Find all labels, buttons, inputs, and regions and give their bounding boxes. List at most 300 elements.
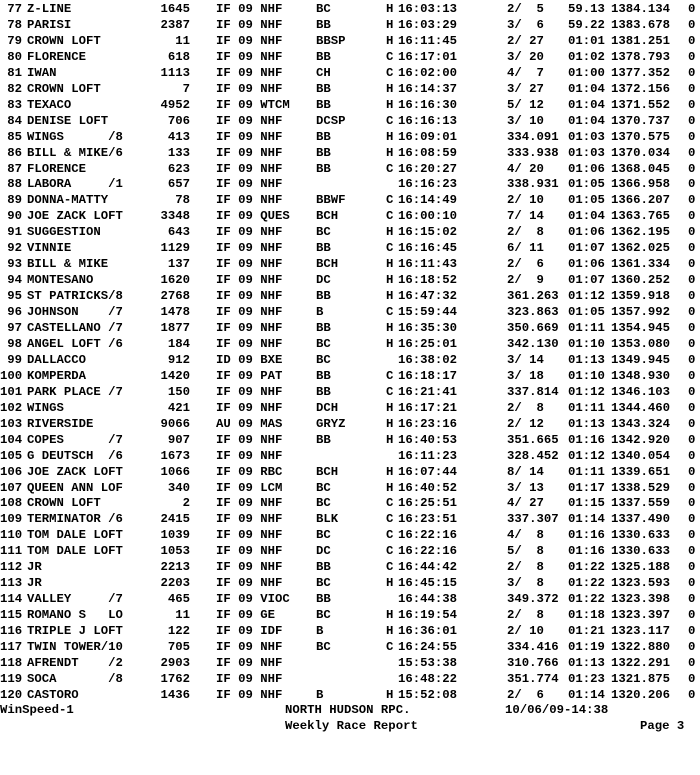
bird-color: BCH	[316, 464, 339, 479]
band-number: 1420	[160, 368, 190, 383]
program-name: WinSpeed-1	[0, 703, 74, 717]
band-number: 705	[167, 640, 190, 654]
band-number: 9066	[160, 416, 190, 431]
band-prefix: IF 09 QUES	[216, 209, 290, 224]
speed-ypm: 1349.945	[611, 352, 671, 367]
bird-sex: H	[386, 608, 394, 623]
points: 0	[688, 321, 696, 335]
row-number: 119	[0, 671, 23, 686]
bird-color: BC	[316, 640, 331, 654]
band-prefix: IF 09 NHF	[216, 33, 283, 48]
points: 0	[688, 129, 696, 144]
speed-ypm: 1339.651	[611, 464, 671, 479]
bird-color: BC	[316, 480, 331, 495]
band-prefix: IF 09 NHF	[216, 289, 283, 304]
band-prefix: IF 09 NHF	[216, 671, 283, 686]
arrival-time: 15:53:38	[398, 655, 458, 670]
arrival-time: 16:09:01	[398, 129, 458, 144]
page-number: Page 3	[640, 719, 685, 733]
table-row	[0, 512, 700, 527]
points: 0	[688, 97, 696, 112]
flying-time: 01:06	[568, 225, 605, 240]
table-row	[0, 560, 700, 575]
points: 0	[688, 225, 696, 240]
loft-name: TERMINATOR /6	[27, 512, 123, 527]
flying-time: 01:21	[568, 624, 605, 639]
report-footer-line-2	[0, 719, 700, 735]
position-or-distance: 338.931	[507, 177, 559, 192]
bird-sex: H	[386, 17, 394, 32]
band-number: 3348	[160, 209, 190, 224]
loft-name: ST PATRICKS/8	[27, 289, 123, 304]
points: 0	[688, 161, 696, 176]
bird-sex: H	[386, 257, 394, 272]
bird-color: BB	[316, 384, 331, 399]
flying-time: 01:06	[568, 257, 605, 272]
loft-name: DONNA-MATTY	[27, 193, 109, 208]
band-number: 340	[167, 480, 190, 495]
table-row	[0, 209, 700, 224]
arrival-time: 16:17:21	[398, 400, 458, 415]
bird-color: BCH	[316, 209, 339, 224]
arrival-time: 16:23:51	[398, 512, 458, 527]
speed-ypm: 1357.992	[611, 305, 671, 320]
table-row	[0, 688, 700, 703]
loft-name: KOMPERDA	[27, 368, 87, 383]
speed-ypm: 1330.633	[611, 528, 671, 543]
speed-ypm: 1354.945	[611, 321, 671, 335]
loft-name: DENISE LOFT	[27, 113, 109, 128]
flying-time: 01:06	[568, 161, 605, 176]
points: 0	[688, 17, 696, 32]
speed-ypm: 1366.958	[611, 177, 671, 192]
table-row	[0, 34, 700, 49]
speed-ypm: 1344.460	[611, 400, 671, 415]
loft-name: TEXACO	[27, 97, 72, 112]
position-or-distance: 3/ 6	[507, 17, 544, 32]
band-prefix: IF 09 RBC	[216, 464, 283, 479]
points: 0	[688, 544, 696, 559]
bird-color: BC	[316, 608, 331, 623]
flying-time: 01:22	[568, 592, 605, 607]
arrival-time: 16:11:43	[398, 257, 458, 272]
table-row	[0, 576, 700, 591]
position-or-distance: 337.814	[507, 384, 559, 399]
bird-color: BB	[316, 81, 331, 96]
row-number: 80	[7, 49, 22, 64]
arrival-time: 16:21:41	[398, 384, 458, 399]
band-prefix: IF 09 NHF	[216, 655, 283, 670]
position-or-distance: 2/ 10	[507, 624, 544, 639]
bird-sex: C	[386, 496, 394, 511]
flying-time: 01:11	[568, 321, 605, 335]
loft-name: CROWN LOFT	[27, 496, 101, 511]
row-number: 110	[0, 528, 23, 543]
table-row	[0, 162, 700, 177]
band-number: 4952	[160, 97, 190, 112]
flying-time: 01:22	[568, 560, 605, 575]
bird-sex: C	[386, 241, 394, 256]
position-or-distance: 2/ 8	[507, 560, 544, 575]
band-number: 2768	[160, 289, 190, 304]
position-or-distance: 323.863	[507, 305, 559, 320]
position-or-distance: 4/ 8	[507, 528, 544, 543]
loft-name: RIVERSIDE	[27, 416, 94, 431]
band-number: 657	[167, 177, 190, 192]
bird-sex: H	[386, 480, 394, 495]
speed-ypm: 1338.529	[611, 480, 671, 495]
table-row	[0, 98, 700, 113]
arrival-time: 16:14:49	[398, 193, 458, 208]
band-prefix: IF 09 NHF	[216, 65, 283, 80]
row-number: 79	[7, 33, 22, 48]
band-prefix: IF 09 NHF	[216, 17, 283, 32]
speed-ypm: 1348.930	[611, 368, 671, 383]
points: 0	[688, 241, 696, 256]
band-number: 11	[175, 33, 190, 48]
position-or-distance: 2/ 6	[507, 257, 544, 272]
speed-ypm: 1372.156	[611, 81, 671, 96]
band-prefix: IF 09 NHF	[216, 336, 283, 351]
bird-sex: H	[386, 321, 394, 335]
band-prefix: IF 09 NHF	[216, 129, 283, 144]
position-or-distance: 6/ 11	[507, 241, 544, 256]
loft-name: CASTORO	[27, 687, 79, 702]
arrival-time: 16:17:01	[398, 49, 458, 64]
arrival-time: 16:40:53	[398, 432, 458, 447]
band-number: 912	[167, 352, 190, 367]
flying-time: 01:11	[568, 400, 605, 415]
points: 0	[688, 113, 696, 128]
arrival-time: 16:35:30	[398, 321, 458, 335]
band-prefix: IF 09 NHF	[216, 432, 283, 447]
points: 0	[688, 273, 696, 288]
table-row	[0, 496, 700, 511]
band-number: 413	[167, 129, 190, 144]
flying-time: 01:10	[568, 368, 605, 383]
bird-sex: C	[386, 49, 394, 64]
bird-sex: H	[386, 273, 394, 288]
report-title: Weekly Race Report	[285, 719, 418, 733]
flying-time: 01:15	[568, 496, 605, 511]
points: 0	[688, 528, 696, 543]
points: 0	[688, 448, 696, 463]
band-prefix: IF 09 NHF	[216, 113, 283, 128]
band-number: 1877	[160, 321, 190, 335]
position-or-distance: 349.372	[507, 592, 559, 607]
bird-sex: H	[386, 416, 394, 431]
bird-color: BC	[316, 336, 331, 351]
table-row	[0, 640, 700, 655]
band-prefix: IF 09 NHF	[216, 273, 283, 288]
band-prefix: IF 09 NHF	[216, 161, 283, 176]
arrival-time: 15:52:08	[398, 687, 458, 702]
points: 0	[688, 336, 696, 351]
position-or-distance: 337.307	[507, 512, 559, 527]
table-row	[0, 528, 700, 543]
table-row	[0, 289, 700, 304]
position-or-distance: 2/ 8	[507, 225, 544, 240]
position-or-distance: 5/ 12	[507, 97, 544, 112]
bird-color: BB	[316, 289, 331, 304]
speed-ypm: 1337.490	[611, 512, 671, 527]
flying-time: 01:03	[568, 129, 605, 144]
arrival-time: 16:25:01	[398, 336, 458, 351]
loft-name: VINNIE	[27, 241, 72, 256]
position-or-distance: 3/ 27	[507, 81, 544, 96]
row-number: 93	[7, 257, 22, 272]
flying-time: 01:10	[568, 336, 605, 351]
arrival-time: 16:48:22	[398, 671, 458, 686]
table-row	[0, 385, 700, 400]
speed-ypm: 1323.398	[611, 592, 671, 607]
arrival-time: 16:18:17	[398, 368, 458, 383]
bird-sex: C	[386, 161, 394, 176]
loft-name: BILL & MIKE	[27, 257, 109, 272]
loft-name: BILL & MIKE/6	[27, 145, 123, 160]
flying-time: 59.13	[568, 2, 605, 16]
position-or-distance: 2/ 6	[507, 687, 544, 702]
bird-sex: H	[386, 225, 394, 240]
arrival-time: 16:03:13	[398, 2, 458, 16]
report-footer-line-1	[0, 703, 700, 719]
band-prefix: IF 09 NHF	[216, 305, 283, 320]
flying-time: 59.22	[568, 17, 605, 32]
speed-ypm: 1360.252	[611, 273, 671, 288]
band-number: 2	[182, 496, 190, 511]
points: 0	[688, 209, 696, 224]
band-number: 2387	[160, 17, 190, 32]
band-number: 643	[167, 225, 190, 240]
table-row	[0, 146, 700, 161]
speed-ypm: 1353.080	[611, 336, 671, 351]
bird-sex: C	[386, 512, 394, 527]
bird-sex: C	[386, 305, 394, 320]
bird-color: DC	[316, 544, 331, 559]
bird-sex: C	[386, 560, 394, 575]
arrival-time: 16:23:16	[398, 416, 458, 431]
bird-sex: H	[386, 289, 394, 304]
loft-name: G DEUTSCH /6	[27, 448, 123, 463]
row-number: 101	[0, 384, 23, 399]
band-prefix: IF 09 IDF	[216, 624, 283, 639]
table-row	[0, 465, 700, 480]
position-or-distance: 351.665	[507, 432, 559, 447]
loft-name: JR	[27, 560, 42, 575]
bird-sex: C	[386, 640, 394, 654]
points: 0	[688, 671, 696, 686]
speed-ypm: 1359.918	[611, 289, 671, 304]
table-row	[0, 241, 700, 256]
position-or-distance: 3/ 20	[507, 49, 544, 64]
flying-time: 01:13	[568, 416, 605, 431]
arrival-time: 16:22:16	[398, 544, 458, 559]
flying-time: 01:12	[568, 384, 605, 399]
row-number: 103	[0, 416, 23, 431]
row-number: 98	[7, 336, 22, 351]
position-or-distance: 3/ 13	[507, 480, 544, 495]
row-number: 117	[0, 640, 23, 654]
speed-ypm: 1370.737	[611, 113, 671, 128]
row-number: 118	[0, 655, 23, 670]
position-or-distance: 2/ 8	[507, 400, 544, 415]
position-or-distance: 4/ 27	[507, 496, 544, 511]
bird-sex: H	[386, 400, 394, 415]
loft-name: DALLACCO	[27, 352, 87, 367]
points: 0	[688, 384, 696, 399]
table-row	[0, 544, 700, 559]
points: 0	[688, 480, 696, 495]
bird-sex: C	[386, 113, 394, 128]
flying-time: 01:03	[568, 145, 605, 160]
table-row	[0, 273, 700, 288]
position-or-distance: 3/ 18	[507, 368, 544, 383]
bird-sex: H	[386, 687, 394, 702]
points: 0	[688, 576, 696, 591]
flying-time: 01:07	[568, 273, 605, 288]
points: 0	[688, 496, 696, 511]
speed-ypm: 1368.045	[611, 161, 671, 176]
band-prefix: IF 09 VIOC	[216, 592, 290, 607]
bird-color: BC	[316, 496, 331, 511]
row-number: 78	[7, 17, 22, 32]
loft-name: TOM DALE LOFT	[27, 544, 123, 559]
row-number: 94	[7, 273, 22, 288]
table-row	[0, 50, 700, 65]
row-number: 82	[7, 81, 22, 96]
points: 0	[688, 352, 696, 367]
loft-name: VALLEY /7	[27, 592, 123, 607]
points: 0	[688, 145, 696, 160]
band-prefix: IF 09 NHF	[216, 544, 283, 559]
points: 0	[688, 560, 696, 575]
bird-color: BCH	[316, 257, 339, 272]
points: 0	[688, 592, 696, 607]
row-number: 111	[0, 544, 23, 559]
table-row	[0, 624, 700, 639]
speed-ypm: 1377.352	[611, 65, 671, 80]
bird-color: DCSP	[316, 113, 346, 128]
loft-name: JOE ZACK LOFT	[27, 209, 123, 224]
loft-name: PARK PLACE /7	[27, 384, 123, 399]
flying-time: 01:01	[568, 33, 605, 48]
speed-ypm: 1321.875	[611, 671, 671, 686]
position-or-distance: 7/ 14	[507, 209, 544, 224]
loft-name: LABORA /1	[27, 177, 123, 192]
flying-time: 01:16	[568, 528, 605, 543]
bird-color: BB	[316, 592, 331, 607]
band-number: 618	[167, 49, 190, 64]
flying-time: 01:05	[568, 177, 605, 192]
bird-sex: H	[386, 81, 394, 96]
points: 0	[688, 687, 696, 702]
flying-time: 01:02	[568, 49, 605, 64]
row-number: 96	[7, 305, 22, 320]
position-or-distance: 3/ 8	[507, 576, 544, 591]
flying-time: 01:00	[568, 65, 605, 80]
points: 0	[688, 512, 696, 527]
band-number: 11	[175, 608, 190, 623]
band-number: 137	[167, 257, 190, 272]
row-number: 116	[0, 624, 23, 639]
points: 0	[688, 655, 696, 670]
position-or-distance: 2/ 12	[507, 416, 544, 431]
table-row	[0, 18, 700, 33]
position-or-distance: 334.091	[507, 129, 559, 144]
table-row	[0, 672, 700, 687]
band-number: 78	[175, 193, 190, 208]
table-row	[0, 177, 700, 192]
band-number: 421	[167, 400, 190, 415]
bird-sex: H	[386, 97, 394, 112]
table-row	[0, 608, 700, 623]
bird-color: BB	[316, 432, 331, 447]
speed-ypm: 1323.593	[611, 576, 671, 591]
table-row	[0, 401, 700, 416]
band-prefix: IF 09 NHF	[216, 193, 283, 208]
arrival-time: 16:16:23	[398, 177, 458, 192]
bird-color: BB	[316, 49, 331, 64]
band-prefix: IF 09 GE	[216, 608, 276, 623]
row-number: 113	[0, 576, 23, 591]
position-or-distance: 310.766	[507, 655, 559, 670]
band-number: 184	[167, 336, 190, 351]
flying-time: 01:14	[568, 687, 605, 702]
flying-time: 01:18	[568, 608, 605, 623]
arrival-time: 16:40:52	[398, 480, 458, 495]
band-prefix: IF 09 NHF	[216, 560, 283, 575]
band-prefix: IF 09 NHF	[216, 177, 283, 192]
flying-time: 01:12	[568, 448, 605, 463]
row-number: 107	[0, 480, 23, 495]
bird-color: BB	[316, 129, 331, 144]
row-number: 77	[7, 2, 22, 16]
bird-color: BC	[316, 225, 331, 240]
row-number: 89	[7, 193, 22, 208]
table-row	[0, 481, 700, 496]
band-prefix: IF 09 NHF	[216, 321, 283, 335]
bird-sex: H	[386, 33, 394, 48]
flying-time: 01:13	[568, 352, 605, 367]
loft-name: SOCA /8	[27, 671, 123, 686]
table-row	[0, 225, 700, 240]
bird-color: BBWF	[316, 193, 346, 208]
bird-sex: C	[386, 193, 394, 208]
speed-ypm: 1362.195	[611, 225, 671, 240]
row-number: 85	[7, 129, 22, 144]
band-number: 1762	[160, 671, 190, 686]
points: 0	[688, 2, 696, 16]
arrival-time: 16:08:59	[398, 145, 458, 160]
position-or-distance: 2/ 27	[507, 33, 544, 48]
arrival-time: 16:03:29	[398, 17, 458, 32]
speed-ypm: 1342.920	[611, 432, 671, 447]
speed-ypm: 1337.559	[611, 496, 671, 511]
flying-time: 01:04	[568, 81, 605, 96]
band-number: 122	[167, 624, 190, 639]
bird-sex: H	[386, 464, 394, 479]
loft-name: CROWN LOFT	[27, 33, 101, 48]
band-prefix: IF 09 NHF	[216, 687, 283, 702]
arrival-time: 16:20:27	[398, 161, 458, 176]
position-or-distance: 351.774	[507, 671, 559, 686]
band-number: 2213	[160, 560, 190, 575]
position-or-distance: 333.938	[507, 145, 559, 160]
points: 0	[688, 432, 696, 447]
table-row	[0, 114, 700, 129]
loft-name: Z-LINE	[27, 2, 72, 16]
flying-time: 01:12	[568, 289, 605, 304]
